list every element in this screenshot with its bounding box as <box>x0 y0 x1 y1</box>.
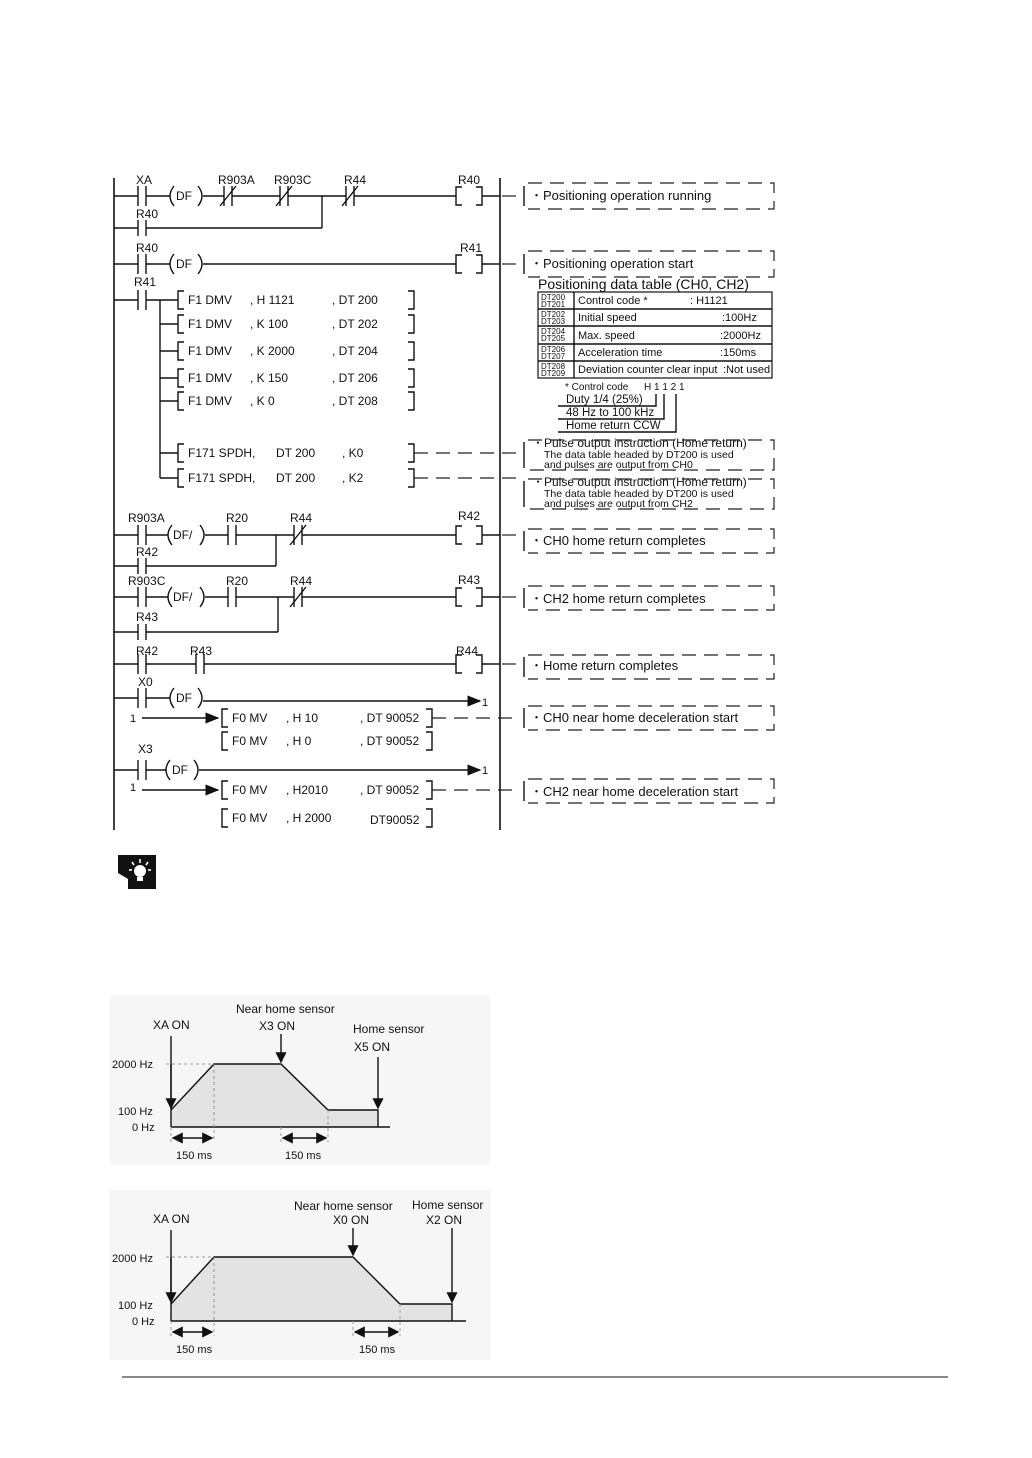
table-addr: DT202 <box>541 310 566 319</box>
table-addr: DT203 <box>541 317 566 326</box>
near-sensor-label: X0 ON <box>333 1213 370 1227</box>
home-sensor-label: Home sensor <box>353 1022 425 1036</box>
control-code-label: * Control code <box>565 382 629 393</box>
contact-label: R44 <box>290 511 313 525</box>
contact-label: R43 <box>190 644 213 658</box>
instruction-src: , H 0 <box>286 734 312 748</box>
instruction-op: F1 DMV <box>188 344 233 358</box>
start-label: XA ON <box>153 1018 190 1032</box>
table-value: : H1121 <box>690 295 728 307</box>
home-sensor-label: X2 ON <box>426 1213 463 1227</box>
contact-label: X0 <box>138 675 153 689</box>
contact-label: R903C <box>274 173 312 187</box>
coil-label: R44 <box>456 644 479 658</box>
y-tick-label: 0 Hz <box>132 1316 155 1328</box>
instruction-dst: , DT 202 <box>332 317 378 331</box>
y-tick-label: 100 Hz <box>118 1106 153 1118</box>
df-label: DF <box>172 763 188 777</box>
rung-comment: ・CH0 near home deceleration start <box>530 710 739 725</box>
coil-label: R43 <box>458 573 481 587</box>
instruction-dst: , K2 <box>342 471 364 485</box>
contact-label: R40 <box>136 241 159 255</box>
table-addr: DT204 <box>541 327 566 336</box>
table-label: Deviation counter clear input <box>578 364 718 376</box>
control-code-value: H 1 1 2 1 <box>644 382 685 393</box>
jump-label: 1 <box>482 697 489 709</box>
instruction-src: , H 2000 <box>286 811 332 825</box>
instruction-src: , H2010 <box>286 783 329 797</box>
contact-label: R20 <box>226 511 249 525</box>
spdh-comment: The data table headed by DT200 is used <box>544 488 734 500</box>
df-label: DF/ <box>173 528 193 542</box>
instruction-dst: , DT 90052 <box>360 783 420 797</box>
near-sensor-label: Near home sensor <box>236 1002 335 1016</box>
contact-label: R44 <box>344 173 367 187</box>
df-label: DF/ <box>173 590 193 604</box>
instruction-src: , K 2000 <box>250 344 295 358</box>
time-label: 150 ms <box>359 1344 396 1356</box>
contact-label: R44 <box>290 574 313 588</box>
instruction-op: F1 DMV <box>188 317 233 331</box>
spdh-comment: and pulses are output from CH0 <box>544 459 693 471</box>
table-label: Acceleration time <box>578 347 663 359</box>
spdh-comment: ・Pulse output instruction (Home return) <box>532 436 747 450</box>
instruction-dst: , K0 <box>342 446 364 460</box>
instruction-src: , H 1121 <box>250 293 295 307</box>
contact-label: R903A <box>218 173 255 187</box>
control-code-note: Duty 1/4 (25%) <box>566 394 643 406</box>
y-tick-label: 100 Hz <box>118 1300 153 1312</box>
contact-label: R43 <box>136 610 159 624</box>
home-sensor-label: X5 ON <box>354 1040 391 1054</box>
contact-label: X3 <box>138 742 153 756</box>
instruction-op: F0 MV <box>232 734 268 748</box>
rung-comment: ・Positioning operation start <box>530 256 694 271</box>
contact-label: R20 <box>226 574 249 588</box>
contact-label: R42 <box>136 644 159 658</box>
table-value: :150ms <box>720 347 757 359</box>
table-addr: DT208 <box>541 362 566 371</box>
rung-comment: ・Positioning operation running <box>530 188 712 203</box>
table-addr: DT201 <box>541 300 566 309</box>
speed-profile-1 <box>110 995 490 1165</box>
speed-profile-2 <box>110 1190 490 1360</box>
y-tick-label: 2000 Hz <box>112 1059 153 1071</box>
control-code-note: 48 Hz to 100 kHz <box>566 407 655 419</box>
control-code-note: Home return CCW <box>566 420 661 432</box>
table-addr: DT209 <box>541 369 566 378</box>
near-sensor-label: Near home sensor <box>294 1199 393 1213</box>
coil-label: R41 <box>460 241 483 255</box>
instruction-op: F0 MV <box>232 811 268 825</box>
instruction-dst: , DT 206 <box>332 371 378 385</box>
df-label: DF <box>176 691 192 705</box>
instruction-dst: , DT 208 <box>332 394 378 408</box>
y-tick-label: 2000 Hz <box>112 1253 153 1265</box>
instruction-op: F1 DMV <box>188 371 233 385</box>
contact-label: R903C <box>128 574 166 588</box>
jump-label: 1 <box>130 782 137 794</box>
instruction-op: F0 MV <box>232 711 268 725</box>
instruction-op: F1 DMV <box>188 293 233 307</box>
table-title: Positioning data table (CH0, CH2) <box>538 276 749 292</box>
coil-label: R40 <box>458 173 481 187</box>
instruction-src: DT 200 <box>276 471 316 485</box>
spdh-comment: The data table headed by DT200 is used <box>544 449 734 461</box>
spdh-comment: and pulses are output from CH2 <box>544 498 693 510</box>
instruction-src: , K 100 <box>250 317 289 331</box>
coil-label: R42 <box>458 509 481 523</box>
contact-label: XA <box>136 173 153 187</box>
instruction-op: F1 DMV <box>188 394 233 408</box>
table-label: Initial speed <box>578 312 637 324</box>
jump-label: 1 <box>130 713 137 725</box>
table-addr: DT207 <box>541 352 566 361</box>
table-value: :2000Hz <box>720 330 761 342</box>
instruction-op: F171 SPDH, <box>188 446 256 460</box>
instruction-src: , K 0 <box>250 394 275 408</box>
rung-comment: ・CH0 home return completes <box>530 533 706 548</box>
instruction-dst: , DT 90052 <box>360 734 420 748</box>
instruction-op: F0 MV <box>232 783 268 797</box>
instruction-src: , K 150 <box>250 371 289 385</box>
contact-label: R42 <box>136 545 159 559</box>
instruction-dst: DT90052 <box>370 813 420 827</box>
instruction-src: , H 10 <box>286 711 319 725</box>
instruction-op: F171 SPDH, <box>188 471 256 485</box>
rung-comment: ・CH2 near home deceleration start <box>530 784 739 799</box>
table-label: Max. speed <box>578 330 635 342</box>
table-addr: DT200 <box>541 293 566 302</box>
y-tick-label: 0 Hz <box>132 1122 155 1134</box>
contact-label: R903A <box>128 511 165 525</box>
start-label: XA ON <box>153 1212 190 1226</box>
instruction-dst: , DT 90052 <box>360 711 420 725</box>
table-addr: DT205 <box>541 334 566 343</box>
df-label: DF <box>176 257 192 271</box>
instruction-src: DT 200 <box>276 446 316 460</box>
rung-comment: ・Home return completes <box>530 658 679 673</box>
time-label: 150 ms <box>176 1344 213 1356</box>
contact-label: R40 <box>136 207 159 221</box>
table-value: :100Hz <box>722 312 757 324</box>
instruction-dst: , DT 200 <box>332 293 378 307</box>
time-label: 150 ms <box>176 1150 213 1162</box>
table-value: :Not used <box>723 364 771 376</box>
home-sensor-label: Home sensor <box>412 1198 484 1212</box>
contact-label: R41 <box>134 275 157 289</box>
jump-label: 1 <box>482 765 489 777</box>
rung-comment: ・CH2 home return completes <box>530 591 706 606</box>
time-label: 150 ms <box>285 1150 322 1162</box>
table-addr: DT206 <box>541 345 566 354</box>
spdh-comment: ・Pulse output instruction (Home return) <box>532 475 747 489</box>
table-label: Control code * <box>578 295 648 307</box>
near-sensor-label: X3 ON <box>259 1019 296 1033</box>
instruction-dst: , DT 204 <box>332 344 378 358</box>
df-label: DF <box>176 189 192 203</box>
